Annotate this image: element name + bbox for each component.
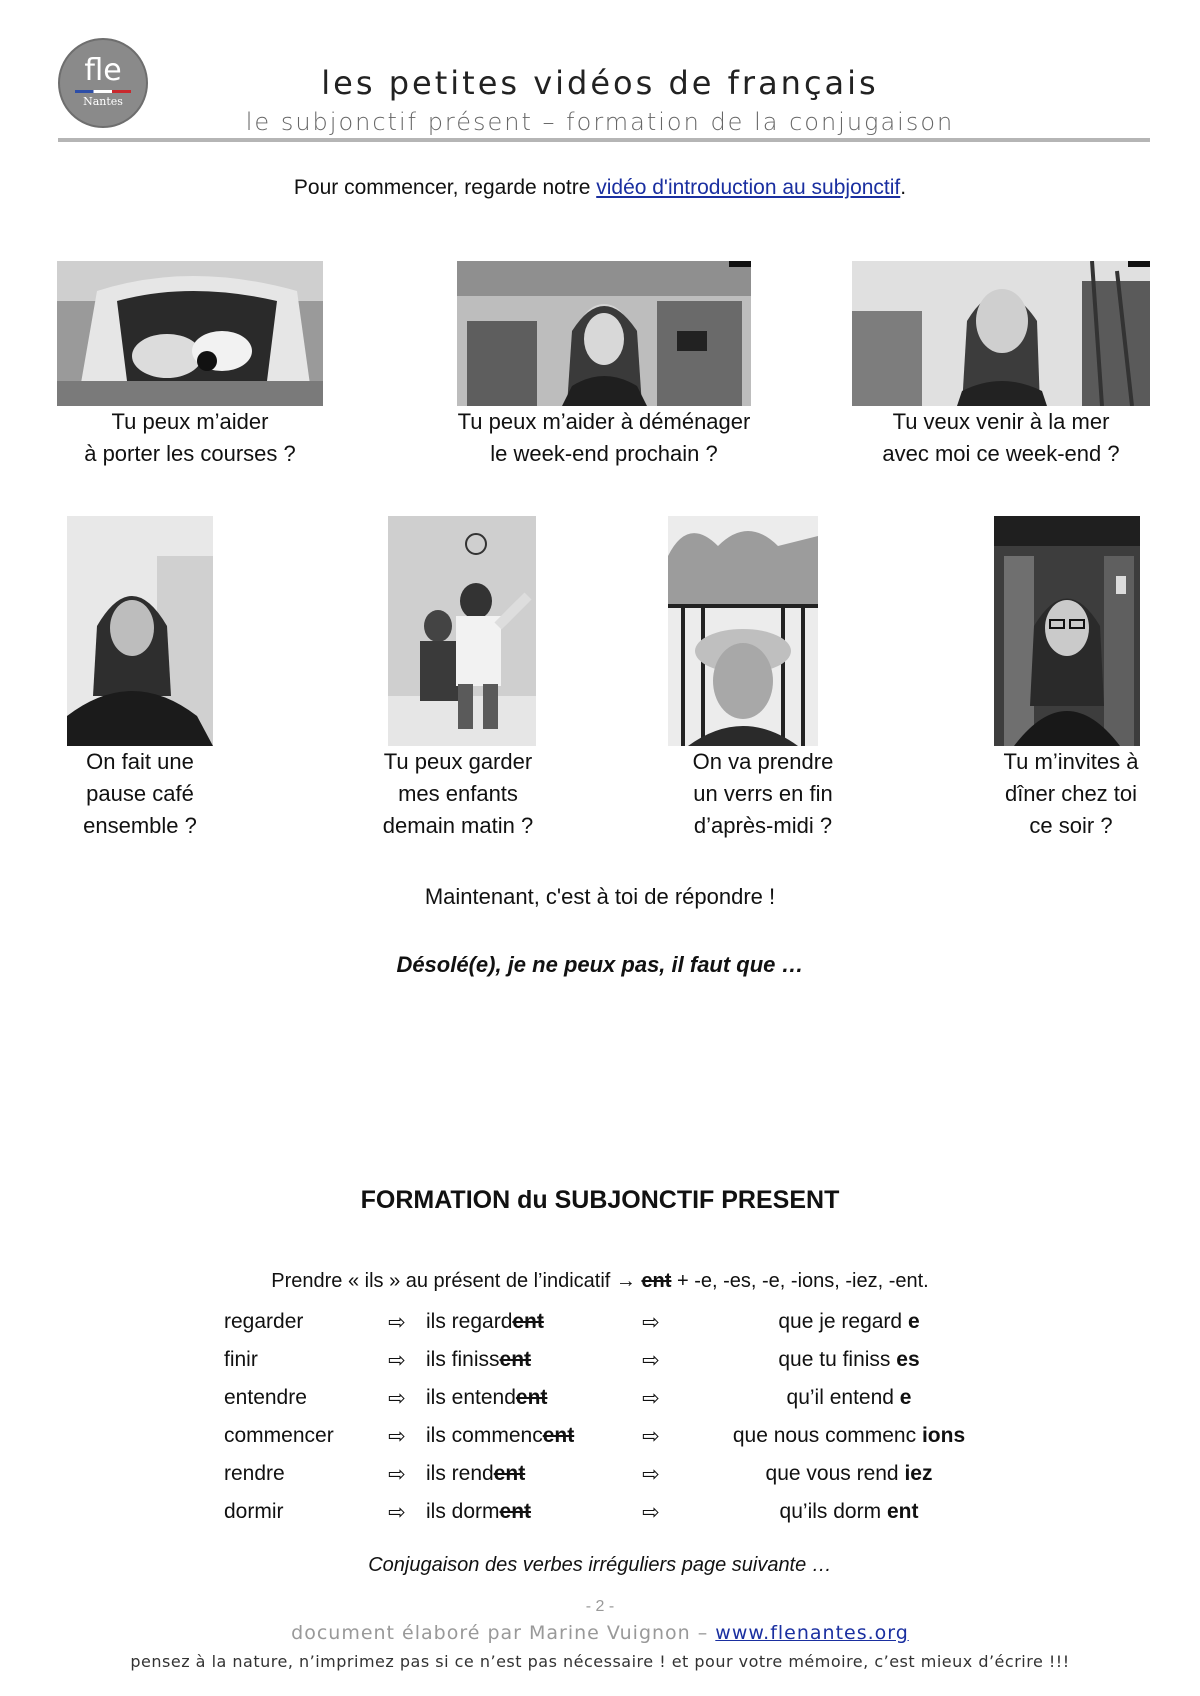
verb-infinitive: dormir [224, 1500, 284, 1523]
stem: ils rend [426, 1462, 494, 1485]
intro-end: . [900, 176, 907, 199]
subjunctive-suffix: es [896, 1348, 920, 1371]
photo-car-trunk [57, 261, 323, 406]
caption-row1-1 [40, 406, 340, 470]
subjunctive-form [664, 1310, 1034, 1334]
caption-line: ensemble ? [83, 813, 197, 838]
caption-row2-1 [40, 746, 240, 842]
caption-row2-4 [976, 746, 1166, 842]
stem: ils dorm [426, 1500, 500, 1523]
struck-ending: ent [493, 1462, 526, 1485]
caption-line: avec moi ce week-end ? [882, 441, 1120, 466]
caption-line: ce soir ? [1029, 813, 1113, 838]
logo-city: Nantes [83, 95, 123, 108]
subjunctive-form [664, 1500, 1034, 1524]
verb-infinitive: finir [224, 1348, 258, 1371]
table-row [224, 1500, 984, 1538]
caption-line: dîner chez toi [1004, 781, 1138, 806]
arrow-icon: ⇨ [642, 1501, 660, 1524]
intro-lead: Pour commencer, regarde notre [293, 176, 597, 199]
caption-line: le week-end prochain ? [490, 441, 718, 466]
subjunctive-stem: qu’ils dorm [779, 1500, 882, 1523]
arrow-icon: ⇨ [388, 1425, 406, 1448]
irregular-verbs-note: Conjugaison des verbes irréguliers page suivante … [368, 1554, 832, 1576]
subjunctive-stem: que vous rend [765, 1462, 899, 1485]
present-form [426, 1500, 531, 1524]
arrow-icon: ⇨ [388, 1501, 406, 1524]
caption-row2-3 [658, 746, 868, 842]
subjunctive-form [664, 1424, 1034, 1448]
subjunctive-stem: qu’il entend [786, 1386, 894, 1409]
subjunctive-form [664, 1462, 1034, 1486]
stem: ils finiss [426, 1348, 500, 1371]
caption-line: mes enfants [398, 781, 518, 806]
intro-video-link[interactable]: vidéo d'introduction au subjonctif [596, 176, 901, 199]
photo-sun-hat-balcony [668, 516, 818, 746]
caption-row1-3 [846, 406, 1156, 470]
arrow-icon: ⇨ [642, 1349, 660, 1372]
struck-ending: ent [542, 1424, 575, 1447]
formation-title: FORMATION du SUBJONCTIF PRESENT [360, 1186, 840, 1214]
table-row [224, 1348, 984, 1386]
verb-infinitive: regarder [224, 1310, 304, 1333]
arrow-icon: ⇨ [642, 1425, 660, 1448]
caption-line: Tu m’invites à [1003, 749, 1139, 774]
arrow-icon: ⇨ [642, 1311, 660, 1334]
page-subtitle: le subjonctif présent – formation de la conjugaison [245, 108, 955, 136]
photo-selfie-indoors [67, 516, 213, 746]
caption-line: Tu peux m’aider [111, 409, 269, 434]
arrow-icon: ⇨ [388, 1463, 406, 1486]
present-form [426, 1424, 574, 1448]
formation-rule [0, 1270, 1200, 1293]
footer-notice: pensez à la nature, n’imprimez pas si ce n’est pas nécessaire ! et pour votre mémoire, c’est mieux d’écrire !!! [130, 1652, 1070, 1671]
present-form [426, 1386, 547, 1410]
rule-text: Prendre « ils » au présent de l’indicatif → [271, 1270, 642, 1292]
stem: ils regard [426, 1310, 513, 1333]
verb-infinitive: entendre [224, 1386, 307, 1409]
prompt-text: Maintenant, c'est à toi de répondre ! [424, 884, 776, 909]
struck-ending: ent [499, 1500, 532, 1523]
caption-row2-2 [358, 746, 558, 842]
page-title: les petites vidéos de français [321, 64, 879, 102]
caption-row1-2 [424, 406, 784, 470]
arrow-icon: ⇨ [388, 1311, 406, 1334]
table-row [224, 1424, 984, 1462]
logo-text: fle [84, 53, 122, 88]
present-form [426, 1462, 525, 1486]
photo-storage-room [457, 261, 751, 406]
caption-line: d’après-midi ? [693, 813, 833, 838]
present-form [426, 1310, 544, 1334]
table-row [224, 1386, 984, 1424]
caption-line: Tu peux garder [383, 749, 533, 774]
caption-line: un verrs en fin [693, 781, 833, 806]
page-number: - 2 - [585, 1598, 615, 1615]
struck-ending: ent [515, 1386, 548, 1409]
caption-line: à porter les courses ? [84, 441, 296, 466]
photo-children-playing [388, 516, 536, 746]
arrow-icon: ⇨ [388, 1349, 406, 1372]
website-link[interactable]: www.flenantes.org [715, 1622, 909, 1644]
subjunctive-suffix: iez [904, 1462, 933, 1485]
credit-text: document élaboré par Marine Vuignon – [291, 1622, 716, 1644]
answer-starter: Désolé(e), je ne peux pas, il faut que … [396, 952, 804, 977]
verb-infinitive: commencer [224, 1424, 334, 1447]
caption-line: On va prendre [692, 749, 834, 774]
rule-endings: + -e, -es, -e, -ions, -iez, -ent. [671, 1270, 929, 1292]
subjunctive-stem: que nous commenc [732, 1424, 917, 1447]
intro-text [0, 176, 1200, 200]
subjunctive-suffix: ent [886, 1500, 919, 1523]
subjunctive-form [664, 1386, 1034, 1410]
subjunctive-suffix: e [907, 1310, 920, 1333]
table-row [224, 1310, 984, 1348]
subjunctive-stem: que je regard [778, 1310, 903, 1333]
arrow-icon: ⇨ [388, 1387, 406, 1410]
footer-credit [0, 1622, 1200, 1644]
caption-line: Tu veux venir à la mer [892, 409, 1110, 434]
verb-infinitive: rendre [224, 1462, 285, 1485]
rule-struck-ending: ent [641, 1270, 672, 1292]
subjunctive-stem: que tu finiss [778, 1348, 891, 1371]
subjunctive-suffix: e [899, 1386, 912, 1409]
arrow-icon: ⇨ [642, 1387, 660, 1410]
caption-line: On fait une [86, 749, 194, 774]
photo-outdoor-woman [852, 261, 1150, 406]
table-row [224, 1462, 984, 1500]
header-divider [58, 138, 1150, 142]
arrow-icon: ⇨ [642, 1463, 660, 1486]
caption-line: pause café [86, 781, 194, 806]
subjunctive-suffix: ions [921, 1424, 966, 1447]
stem: ils entend [426, 1386, 516, 1409]
photo-elevator-glasses [994, 516, 1140, 746]
caption-line: demain matin ? [382, 813, 534, 838]
conjugation-table [224, 1310, 984, 1538]
stem: ils commenc [426, 1424, 543, 1447]
struck-ending: ent [499, 1348, 532, 1371]
present-form [426, 1348, 531, 1372]
subjunctive-form [664, 1348, 1034, 1372]
caption-line: Tu peux m’aider à déménager [457, 409, 751, 434]
struck-ending: ent [512, 1310, 544, 1333]
